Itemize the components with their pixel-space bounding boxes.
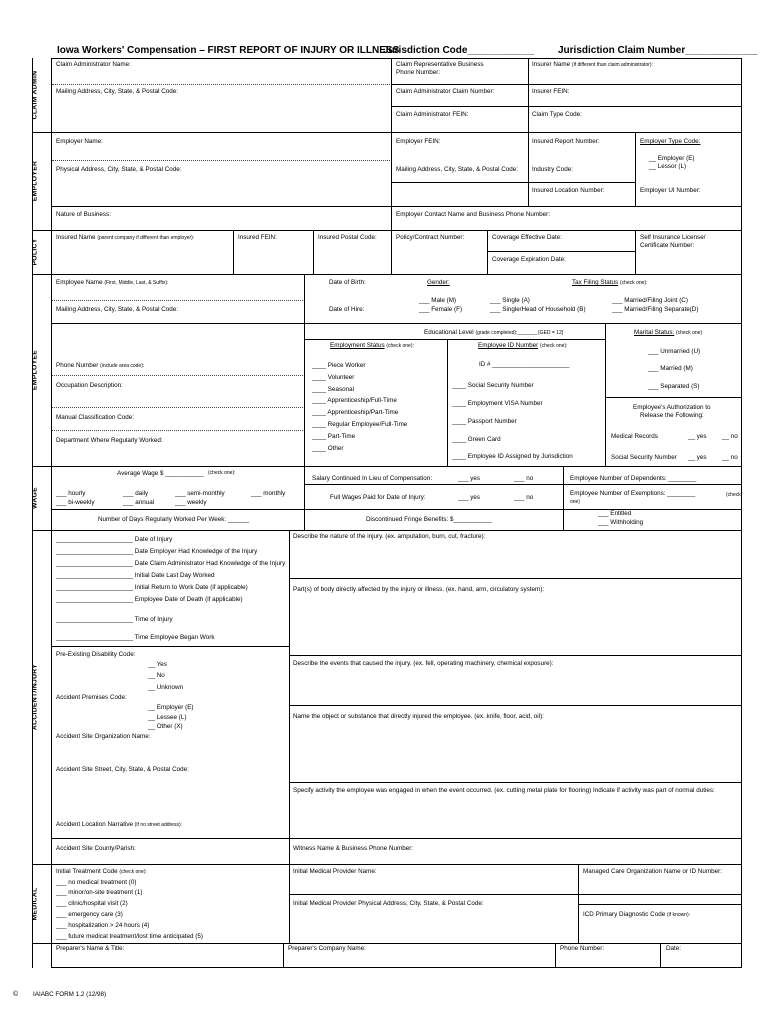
treatment-emergency-option[interactable]: ___ emergency care (3) (56, 911, 123, 918)
insured-name-field[interactable]: Insured Name (parent company if different than employer): (56, 234, 195, 241)
premises-other-option[interactable]: __ Other (X) (148, 723, 183, 730)
events-caused-injury-field[interactable]: Describe the events that caused the injury. (ex. fell, operating machinery, chemical exposure): (293, 660, 554, 667)
nature-of-injury-field[interactable]: Describe the nature of the injury. (ex. amputation, burn, cut, fracture): (293, 533, 486, 540)
employer-fein-field[interactable]: Employer FEIN: (396, 138, 441, 145)
employer-type-e-option[interactable]: __ Employer (E) (649, 155, 695, 162)
wage-semi-monthly-option[interactable]: ___ semi-monthly (175, 490, 225, 497)
tax-married-separate-option[interactable]: ___ Married/Filing Separate(D) (612, 306, 699, 313)
accident-site-org-field[interactable]: Accident Site Organization Name: (56, 733, 151, 740)
form-title: Iowa Workers' Compensation – FIRST REPORT OF INJURY OR ILLNESS (57, 45, 400, 56)
insured-report-number-field[interactable]: Insured Report Number: (532, 138, 600, 145)
accident-location-narrative-field[interactable]: Accident Location Narrative (if no street address): (56, 821, 183, 828)
id-jurisdiction-option[interactable]: ____ Employee ID Assigned by Jurisdiction (452, 453, 573, 460)
treatment-hospitalization-option[interactable]: ___ hospitalization > 24 hours (4) (56, 922, 150, 929)
coverage-expiration-date-field[interactable]: Coverage Expiration Date: (492, 256, 566, 263)
employee-id-hash-field[interactable]: ID # ______________________ (479, 361, 570, 368)
employee-id-number-label: Employee ID Number (check one): (478, 342, 568, 349)
employer-type-l-option[interactable]: __ Lessor (L) (649, 163, 687, 170)
status-apprentice-full-option[interactable]: ____ Apprenticeship/Full-Time (312, 397, 397, 404)
part-of-body-field[interactable]: Part(s) of body directly affected by the injury or illness. (ex. hand, arm, circulatory system): (293, 586, 545, 593)
gender-label: Gender: (427, 279, 450, 286)
jurisdiction-code-field[interactable]: Jurisdiction Code____________ (383, 45, 535, 56)
gender-female-option[interactable]: ___ Female (F) (419, 306, 463, 313)
educational-level-field[interactable]: Educational Level (grade completed):_______ [GED = 12] (424, 329, 564, 336)
employer-type-code-label: Employer Type Code: (640, 138, 701, 145)
industry-code-field[interactable]: Industry Code: (532, 166, 573, 173)
form-version: IAIABC FORM 1.2 (12/98) (33, 991, 107, 998)
date-of-hire-field[interactable]: Date of Hire: (329, 306, 365, 313)
id-passport-option[interactable]: ____ Passport Number (452, 418, 517, 425)
self-insurance-license-label-2: Certificate Number: (640, 242, 695, 249)
employee-phone-field[interactable]: Phone Number (include area code): (56, 362, 145, 369)
treatment-none-option[interactable]: ___ no medical treatment (0) (56, 879, 137, 886)
marital-separated-option[interactable]: ___ Separated (S) (648, 383, 700, 390)
preparer-date-field[interactable]: Date: (666, 945, 682, 952)
claim-rep-phone-label[interactable]: Claim Representative Business (396, 61, 484, 68)
status-volunteer-option[interactable]: ____ Volunteer (312, 374, 355, 381)
release-medical-no-option[interactable]: __ no (722, 433, 738, 440)
authorization-label: Employee's Authorization to (633, 404, 711, 411)
marital-married-option[interactable]: ___ Married (M) (648, 365, 693, 372)
insured-fein-field[interactable]: Insured FEIN: (238, 234, 277, 241)
claim-rep-phone-label-2: Phone Number: (396, 69, 441, 76)
policy-contract-number-field[interactable]: Policy/Contract Number: (396, 234, 465, 241)
exemptions-check-label-2: one) (570, 499, 581, 505)
status-other-option[interactable]: ____ Other (312, 445, 344, 452)
claim-type-code-field[interactable]: Claim Type Code: (532, 111, 582, 118)
status-seasonal-option[interactable]: ____ Seasonal (312, 386, 355, 393)
treatment-future-option[interactable]: ___ future medical treatment/lost time anticipated (5) (56, 933, 203, 940)
marital-status-label: Marital Status: (check one) (634, 329, 703, 336)
tax-filing-status-label: Tax Filing Status (check one): (572, 279, 648, 286)
preparer-phone-field[interactable]: Phone Number: (560, 945, 605, 952)
status-piece-worker-option[interactable]: ____ Piece Worker (312, 362, 366, 369)
release-medical-records-label: Medical Records (611, 433, 658, 440)
medical-provider-name-field[interactable]: Initial Medical Provider Name: (293, 868, 377, 875)
page: Iowa Workers' Compensation – FIRST REPORT OF INJURY OR ILLNESS Jurisdiction Code____________ Jurisdiction Claim Number_____________ CLAIM ADMIN EMPLOYER POLICY EMPLOYEE WAGE ACCIDENT/INJURY MEDICAL Claim Administrator Name: Claim Representative Business Phone Number: Insurer Name (if different than claim administrator): Mailing Address, City, State, & Postal Code: Claim Administrator Claim Number: Insurer FEIN: Claim Administrator FEIN: Claim Type Code: Employer Name: Employer FEIN: Insured Report Number: Employer Type Code: __ Employer (E) __ Lessor (L) Physical Address, City, State, & Postal Code: Mailing Address, City, State, & Postal Code: Industry Code: Insured Location Number: Employer UI Number: Nature of Business: Employer Contact Name and Business Phone Number: Insured Name (parent company if different than employer): Insured FEIN: Insured Postal Code: Policy/Contract Number: Coverage Effective Date: Self Insurance License/ Certificate Number: Coverage Expiration Date: Employee Name (First, Middle, Last, & Suffix): Date of Birth: Gender: Tax Filing Status (check one): ___ Male (M) ___ Female (F) ___ Single (A) ___ Single/Head of Household (B) ___ Married/Filing Joint (C) ___ Married/Filing Separate(D) Mailing Address, City, State, & Postal Code: Date of Hire: Educational Level (grade completed):_______ [GED = 12] Marital Status: (check one) Employment Status (check one): Employee ID Number (check one): ___ Unmarried (U) ID # ______________________ Phone Number (include area code): ____ Piece Worker ___ Married (M) ____ Volunteer ____ Seasonal ____ Social Security Number ___ Separated (S) Occupation Description: ____ Apprenticeship/Full-Time ____ Employment VISA Number Employee's Authorization to Release the Following: ____ Apprenticeship/Part-Time Manual Classification Code: ____ Regular Employee/Full-Time ____ Passport Number Medical Records __ yes __ no ____ Part-Time Department Where Regularly Worked: ____ Green Card ____ Other ____ Employee ID Assigned by Jurisdiction Social Security Number __ yes __ no Average Wage $ ___________ (check one): Salary Continued In Lieu of Compensation: ___ yes ___ no Employee Number of Dependents: ________ ___ hourly ___ bi-weekly ___ daily ___ annual ___ semi-monthly ___ weekly ___ monthly Full Wages Paid for Date of Injury: ___ yes ___ no Employee Number of Exemptions: ________ (check one) ___ Entitled ___ Withholding Number of Days Regularly Worked Per Week: ______ Discontinued Fringe Benefits: $___________ ______________________ Date of Injury ______________________ Date Employer Had Knowledge of the Injury ______________________ Date Claim Administrator Had Knowledge of the Injury ______________________ Initial Date Last Day Worked ______________________ Initial Return to Work Date (if applicable) ______________________ Employee Date of Death (if applicable) ______________________ Time of Injury ______________________ Time Employee Began Work Pre-Existing Disability Code: __ Yes __ No __ Unknown Accident Premises Code: __ Employer (E) __ Lessee (L) __ Other (X) Accident Site Organization Name: Accident Site Street, City, State, & Postal Code: Accident Location Narrative (if no street address): Accident Site County/Parish: Describe the nature of the injury. (ex. amputation, burn, cut, fracture): Part(s) of body directly affected by the injury or illness. (ex. hand, arm, circulatory system): Describe the events that caused the injury. (ex. fell, operating machinery, chemical exposure): Name the object or substance that directly injured the employee. (ex. knife, floor, acid, oil): Specify activity the employee was engaged in when the event occurred. (ex. cutting metal plate for flooring) Indicate if activity was part of normal duties: Witness Name & Business Phone Number: Initial Treatment Code (check one): ___ no medical treatment (0) ___ minor/on-site treatment (1) ___ clinic/hospital visit (2) ___ emergency care (3) ___ hospitalization > 24 hours (4) ___ future medical treatment/lost time anticipated (5) Initial Medical Provider Name: Managed Care Organization Name or ID Number: Initial Medical Provider Physical Address, City, State, & Postal Code: ICD Primary Diagnostic Code (if known): Preparer's Name & Title: Preparer's Company Name: Phone Number: Date: © IAIABC FORM 1.2 (12/98) (13, 45, 758, 998)
wage-hourly-option[interactable]: ___ hourly (56, 490, 86, 497)
accident-site-county-field[interactable]: Accident Site County/Parish: (56, 845, 136, 852)
wage-annual-option[interactable]: ___ annual (123, 499, 155, 506)
full-wages-no-option[interactable]: ___ no (514, 494, 534, 501)
date-admin-knowledge-field[interactable]: ______________________ Date Claim Administrator Had Knowledge of the Injury (56, 560, 286, 567)
salary-continued-yes-option[interactable]: ___ yes (458, 475, 481, 482)
preparer-name-field[interactable]: Preparer's Name & Title: (56, 945, 125, 952)
occupation-description-field[interactable]: Occupation Description: (56, 382, 123, 389)
id-green-card-option[interactable]: ____ Green Card (452, 436, 501, 443)
claim-admin-name-field[interactable]: Claim Administrator Name: (56, 61, 131, 68)
date-employer-knowledge-field[interactable]: ______________________ Date Employer Had Knowledge of the Injury (56, 548, 258, 555)
pre-existing-disability-label: Pre-Existing Disability Code: (56, 651, 136, 658)
gender-male-option[interactable]: ___ Male (M) (419, 297, 457, 304)
date-of-death-field[interactable]: ______________________ Employee Date of Death (if applicable) (56, 596, 243, 603)
treatment-clinic-option[interactable]: ___ clinic/hospital visit (2) (56, 900, 128, 907)
icd-code-field[interactable]: ICD Primary Diagnostic Code (if known): (583, 911, 691, 918)
object-substance-field[interactable]: Name the object or substance that directly injured the employee. (ex. knife, floor, acid, oil): (293, 713, 544, 720)
salary-continued-label: Salary Continued In Lieu of Compensation: (312, 475, 433, 482)
days-worked-field[interactable]: Number of Days Regularly Worked Per Week: ______ (98, 516, 249, 523)
employer-ui-number-field[interactable]: Employer UI Number: (640, 187, 701, 194)
self-insurance-license-field[interactable]: Self Insurance License/ (640, 234, 706, 241)
treatment-minor-option[interactable]: ___ minor/on-site treatment (1) (56, 889, 143, 896)
wage-weekly-option[interactable]: ___ weekly (175, 499, 207, 506)
pre-existing-unknown-option[interactable]: __ Unknown (148, 684, 184, 691)
exemptions-withholding-option[interactable]: ___ Withholding (598, 519, 644, 526)
pre-existing-no-option[interactable]: __ No (148, 672, 165, 679)
employer-contact-field[interactable]: Employer Contact Name and Business Phone Number: (396, 211, 551, 218)
accident-premises-label: Accident Premises Code: (56, 694, 127, 701)
last-day-worked-field[interactable]: ______________________ Initial Date Last Day Worked (56, 572, 215, 579)
status-part-time-option[interactable]: ____ Part-Time (312, 433, 356, 440)
activity-engaged-field[interactable]: Specify activity the employee was engaged in when the event occurred. (ex. cutting metal plate for flooring) Indicate if activity was part of normal duties: (293, 787, 715, 794)
id-ssn-option[interactable]: ____ Social Security Number (452, 382, 534, 389)
full-wages-label: Full Wages Paid for Date of Injury: (330, 494, 426, 501)
accident-site-street-field[interactable]: Accident Site Street, City, State, & Postal Code: (56, 766, 189, 773)
coverage-effective-date-field[interactable]: Coverage Effective Date: (492, 234, 562, 241)
medical-provider-address-field[interactable]: Initial Medical Provider Physical Address, City, State, & Postal Code: (293, 900, 484, 907)
date-of-birth-field[interactable]: Date of Birth: (329, 279, 366, 286)
wage-daily-option[interactable]: ___ daily (123, 490, 149, 497)
date-of-injury-field[interactable]: ______________________ Date of Injury (56, 536, 173, 543)
time-of-injury-field[interactable]: ______________________ Time of Injury (56, 616, 173, 623)
id-visa-option[interactable]: ____ Employment VISA Number (452, 400, 543, 407)
time-began-work-field[interactable]: ______________________ Time Employee Began Work (56, 634, 215, 641)
status-regular-full-option[interactable]: ____ Regular Employee/Full-Time (312, 421, 408, 428)
employment-status-label: Employment Status (check one): (330, 342, 414, 349)
witness-field[interactable]: Witness Name & Business Phone Number: (293, 845, 414, 852)
manual-classification-field[interactable]: Manual Classification Code: (56, 414, 135, 421)
claim-admin-fein-field[interactable]: Claim Administrator FEIN: (396, 111, 469, 118)
employee-name-field[interactable]: Employee Name (First, Middle, Last, & Suffix): (56, 279, 169, 286)
insured-location-number-field[interactable]: Insured Location Number: (532, 187, 605, 194)
nature-of-business-field[interactable]: Nature of Business: (56, 211, 111, 218)
jurisdiction-claim-number-field[interactable]: Jurisdiction Claim Number_____________ (558, 45, 758, 56)
marital-unmarried-option[interactable]: ___ Unmarried (U) (648, 348, 701, 355)
premises-lessee-option[interactable]: __ Lessee (L) (148, 714, 187, 721)
department-field[interactable]: Department Where Regularly Worked: (56, 437, 163, 444)
employer-mailing-field[interactable]: Mailing Address, City, State, & Postal Code: (396, 166, 519, 173)
status-apprentice-part-option[interactable]: ____ Apprenticeship/Part-Time (312, 409, 399, 416)
insurer-name-field[interactable]: Insurer Name (if different than claim administrator): (532, 61, 653, 68)
release-ssn-no-option[interactable]: __ no (722, 454, 738, 461)
wage-biweekly-option[interactable]: ___ bi-weekly (56, 499, 95, 506)
pre-existing-yes-option[interactable]: __ Yes (148, 661, 167, 668)
wage-check-one-label: (check one): (208, 470, 236, 476)
fringe-benefits-field[interactable]: Discontinued Fringe Benefits: $___________ (366, 516, 493, 523)
preparer-company-field[interactable]: Preparer's Company Name: (288, 945, 366, 952)
tax-head-household-option[interactable]: ___ Single/Head of Household (B) (490, 306, 586, 313)
insured-postal-code-field[interactable]: Insured Postal Code: (318, 234, 377, 241)
release-ssn-yes-option[interactable]: __ yes (688, 454, 707, 461)
salary-continued-no-option[interactable]: ___ no (514, 475, 534, 482)
initial-treatment-code-label: Initial Treatment Code (check one): (56, 868, 147, 875)
release-ssn-label: Social Security Number (611, 454, 677, 461)
tax-married-joint-option[interactable]: ___ Married/Filing Joint (C) (612, 297, 688, 304)
claim-admin-claim-number-field[interactable]: Claim Administrator Claim Number: (396, 88, 495, 95)
return-to-work-field[interactable]: ______________________ Initial Return to Work Date (if applicable) (56, 584, 248, 591)
managed-care-field[interactable]: Managed Care Organization Name or ID Number: (583, 868, 722, 875)
dependents-field[interactable]: Employee Number of Dependents: ________ (570, 475, 697, 482)
exemptions-field[interactable]: Employee Number of Exemptions: ________ (570, 490, 696, 497)
premises-employer-option[interactable]: __ Employer (E) (148, 704, 194, 711)
claim-admin-mailing-field[interactable]: Mailing Address, City, State, & Postal Code: (56, 88, 179, 95)
employer-name-field[interactable]: Employer Name: (56, 138, 103, 145)
wage-monthly-option[interactable]: ___ monthly (251, 490, 286, 497)
average-wage-field[interactable]: Average Wage $ ___________ (117, 470, 204, 477)
copyright-symbol: © (13, 991, 19, 998)
employer-physical-address-field[interactable]: Physical Address, City, State, & Postal Code: (56, 166, 182, 173)
authorization-label-2: Release the Following: (640, 412, 704, 419)
employee-mailing-field[interactable]: Mailing Address, City, State, & Postal Code: (56, 306, 179, 313)
exemptions-entitled-option[interactable]: ___ Entitled (598, 510, 632, 517)
release-medical-yes-option[interactable]: __ yes (688, 433, 707, 440)
exemptions-check-label: (check (726, 492, 741, 498)
tax-single-option[interactable]: ___ Single (A) (490, 297, 530, 304)
insurer-fein-field[interactable]: Insurer FEIN: (532, 88, 570, 95)
full-wages-yes-option[interactable]: ___ yes (458, 494, 481, 501)
